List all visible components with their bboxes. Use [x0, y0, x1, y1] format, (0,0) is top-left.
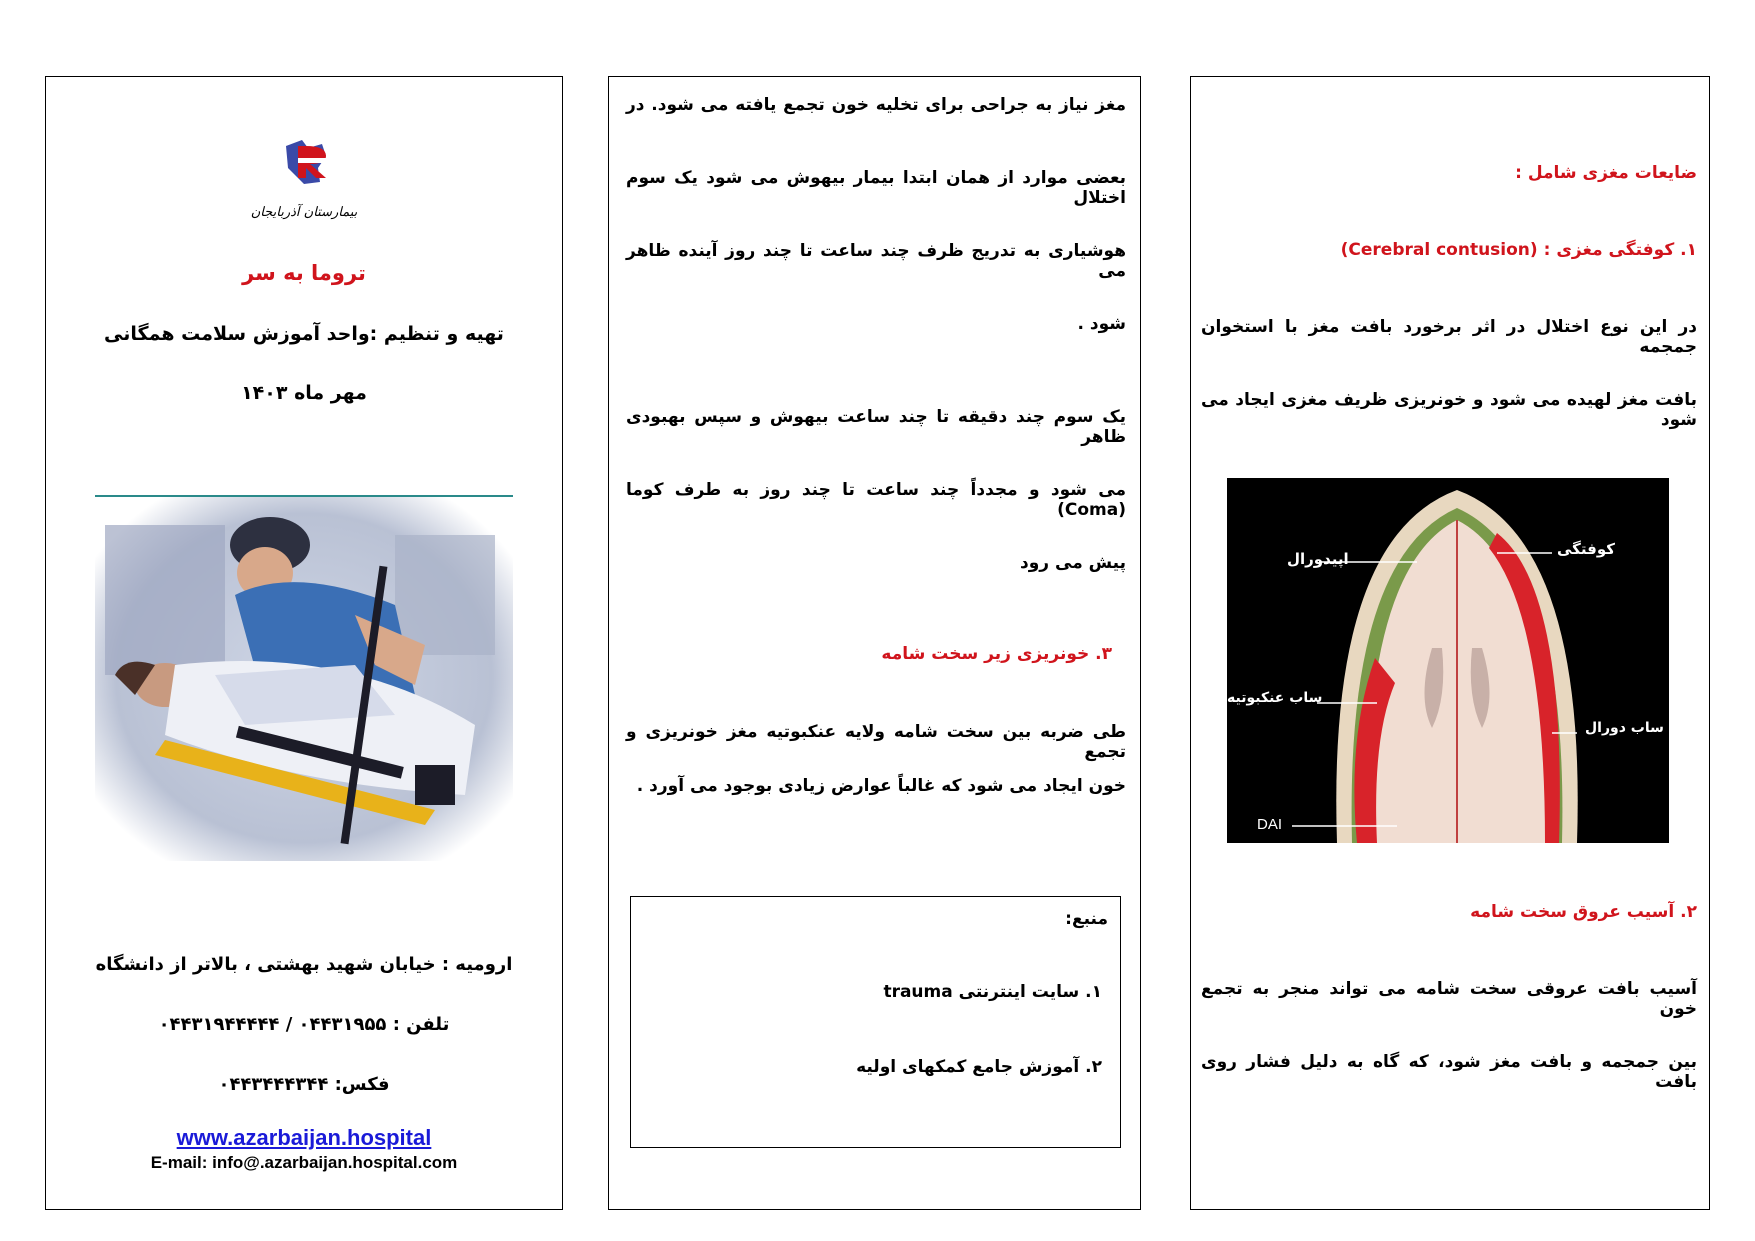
vessel-para-line2: بین جمجمه و بافت مغز شود، که گاه به دلیل فشار روی بافت	[1201, 1052, 1697, 1092]
patient-stretcher-photo	[95, 495, 513, 861]
brain-lesions-heading: ضایعات مغزی شامل :	[1515, 163, 1697, 183]
website-link[interactable]: www.azarbaijan.hospital	[176, 1125, 432, 1150]
mid-para1-line2: بعضی موارد از همان ابتدا بیمار بیهوش می شود یک سوم اختلال	[626, 168, 1126, 208]
mid-para2-line1: یک سوم چند دقیقه تا چند ساعت بیهوش و سپس بهبودی ظاهر	[626, 407, 1126, 447]
mid-para1-line3: هوشیاری به تدریج ظرف چند ساعت تا چند روز آینده ظاهر می	[626, 241, 1126, 281]
mid-para3-line1: طی ضربه بین سخت شامه ولایه عنکبوتیه مغز خونریزی و تجمع	[626, 722, 1126, 762]
mid-heading-subdural: ۳. خونریزی زیر سخت شامه	[881, 644, 1112, 664]
hospital-logo	[282, 138, 342, 210]
mid-para1-line4: شود .	[1077, 314, 1126, 334]
vessel-injury-subheading: ۲. آسیب عروق سخت شامه	[1470, 902, 1697, 922]
contusion-subheading: ۱. کوفتگی مغزی : (Cerebral contusion)	[1340, 240, 1697, 260]
mid-para2-line3: پیش می رود	[1020, 553, 1126, 573]
label-dai: DAI	[1257, 816, 1283, 833]
vessel-para-line1: آسیب بافت عروقی سخت شامه می تواند منجر به تجمع خون	[1201, 979, 1697, 1019]
mid-para1-line1: مغز نیاز به جراحی برای تخلیه خون تجمع یافته می شود. در	[626, 95, 1126, 115]
brochure-title: تروما به سر	[242, 261, 366, 285]
right-panel	[1190, 76, 1710, 1210]
mid-para2-line2: می شود و مجدداً چند ساعت تا چند روز به طرف کوما (Coma)	[626, 480, 1126, 520]
label-contusion: کوفتگی	[1557, 540, 1615, 558]
cover-panel	[45, 76, 563, 1210]
sources-heading: منبع:	[1065, 909, 1108, 929]
email-line[interactable]: E-mail: info@.azarbaijan.hospital.com	[150, 1153, 458, 1172]
phone-line: تلفن : ۰۴۴۳۱۹۵۵ / ۰۴۴۳۱۹۴۴۴۴۴	[158, 1014, 450, 1035]
label-epidural: اپیدورال	[1287, 550, 1349, 568]
brain-injury-diagram	[1227, 478, 1669, 843]
mid-para3-line2: خون ایجاد می شود که غالباً عوارض زیادی بوجود می آورد .	[636, 776, 1126, 796]
label-subarachnoid: ساب عنکبوتیه	[1227, 690, 1323, 706]
contusion-para-line1: در این نوع اختلال در اثر برخورد بافت مغز با استخوان جمجمه	[1201, 317, 1697, 357]
date-line: مهر ماه ۱۴۰۳	[241, 382, 367, 404]
author-line: تهیه و تنظیم :واحد آموزش سلامت همگانی	[104, 323, 504, 345]
logo-caption: بیمارستان آذربایجان	[250, 205, 358, 220]
contusion-para-line2: بافت مغز لهیده می شود و خونریزی ظریف مغزی ایجاد می شود	[1201, 390, 1697, 430]
middle-panel	[608, 76, 1141, 1210]
source-item: ۲. آموزش جامع کمکهای اولیه	[856, 1057, 1102, 1077]
address-line: ارومیه : خیابان شهید بهشتی ، بالاتر از دانشگاه	[95, 954, 513, 975]
sources-box	[630, 896, 1121, 1148]
source-item: ۱. سایت اینترنتی trauma	[883, 982, 1102, 1002]
label-subdural: ساب دورال	[1585, 720, 1664, 736]
fax-line: فکس: ۰۴۴۳۴۴۴۳۴۴	[218, 1074, 390, 1095]
